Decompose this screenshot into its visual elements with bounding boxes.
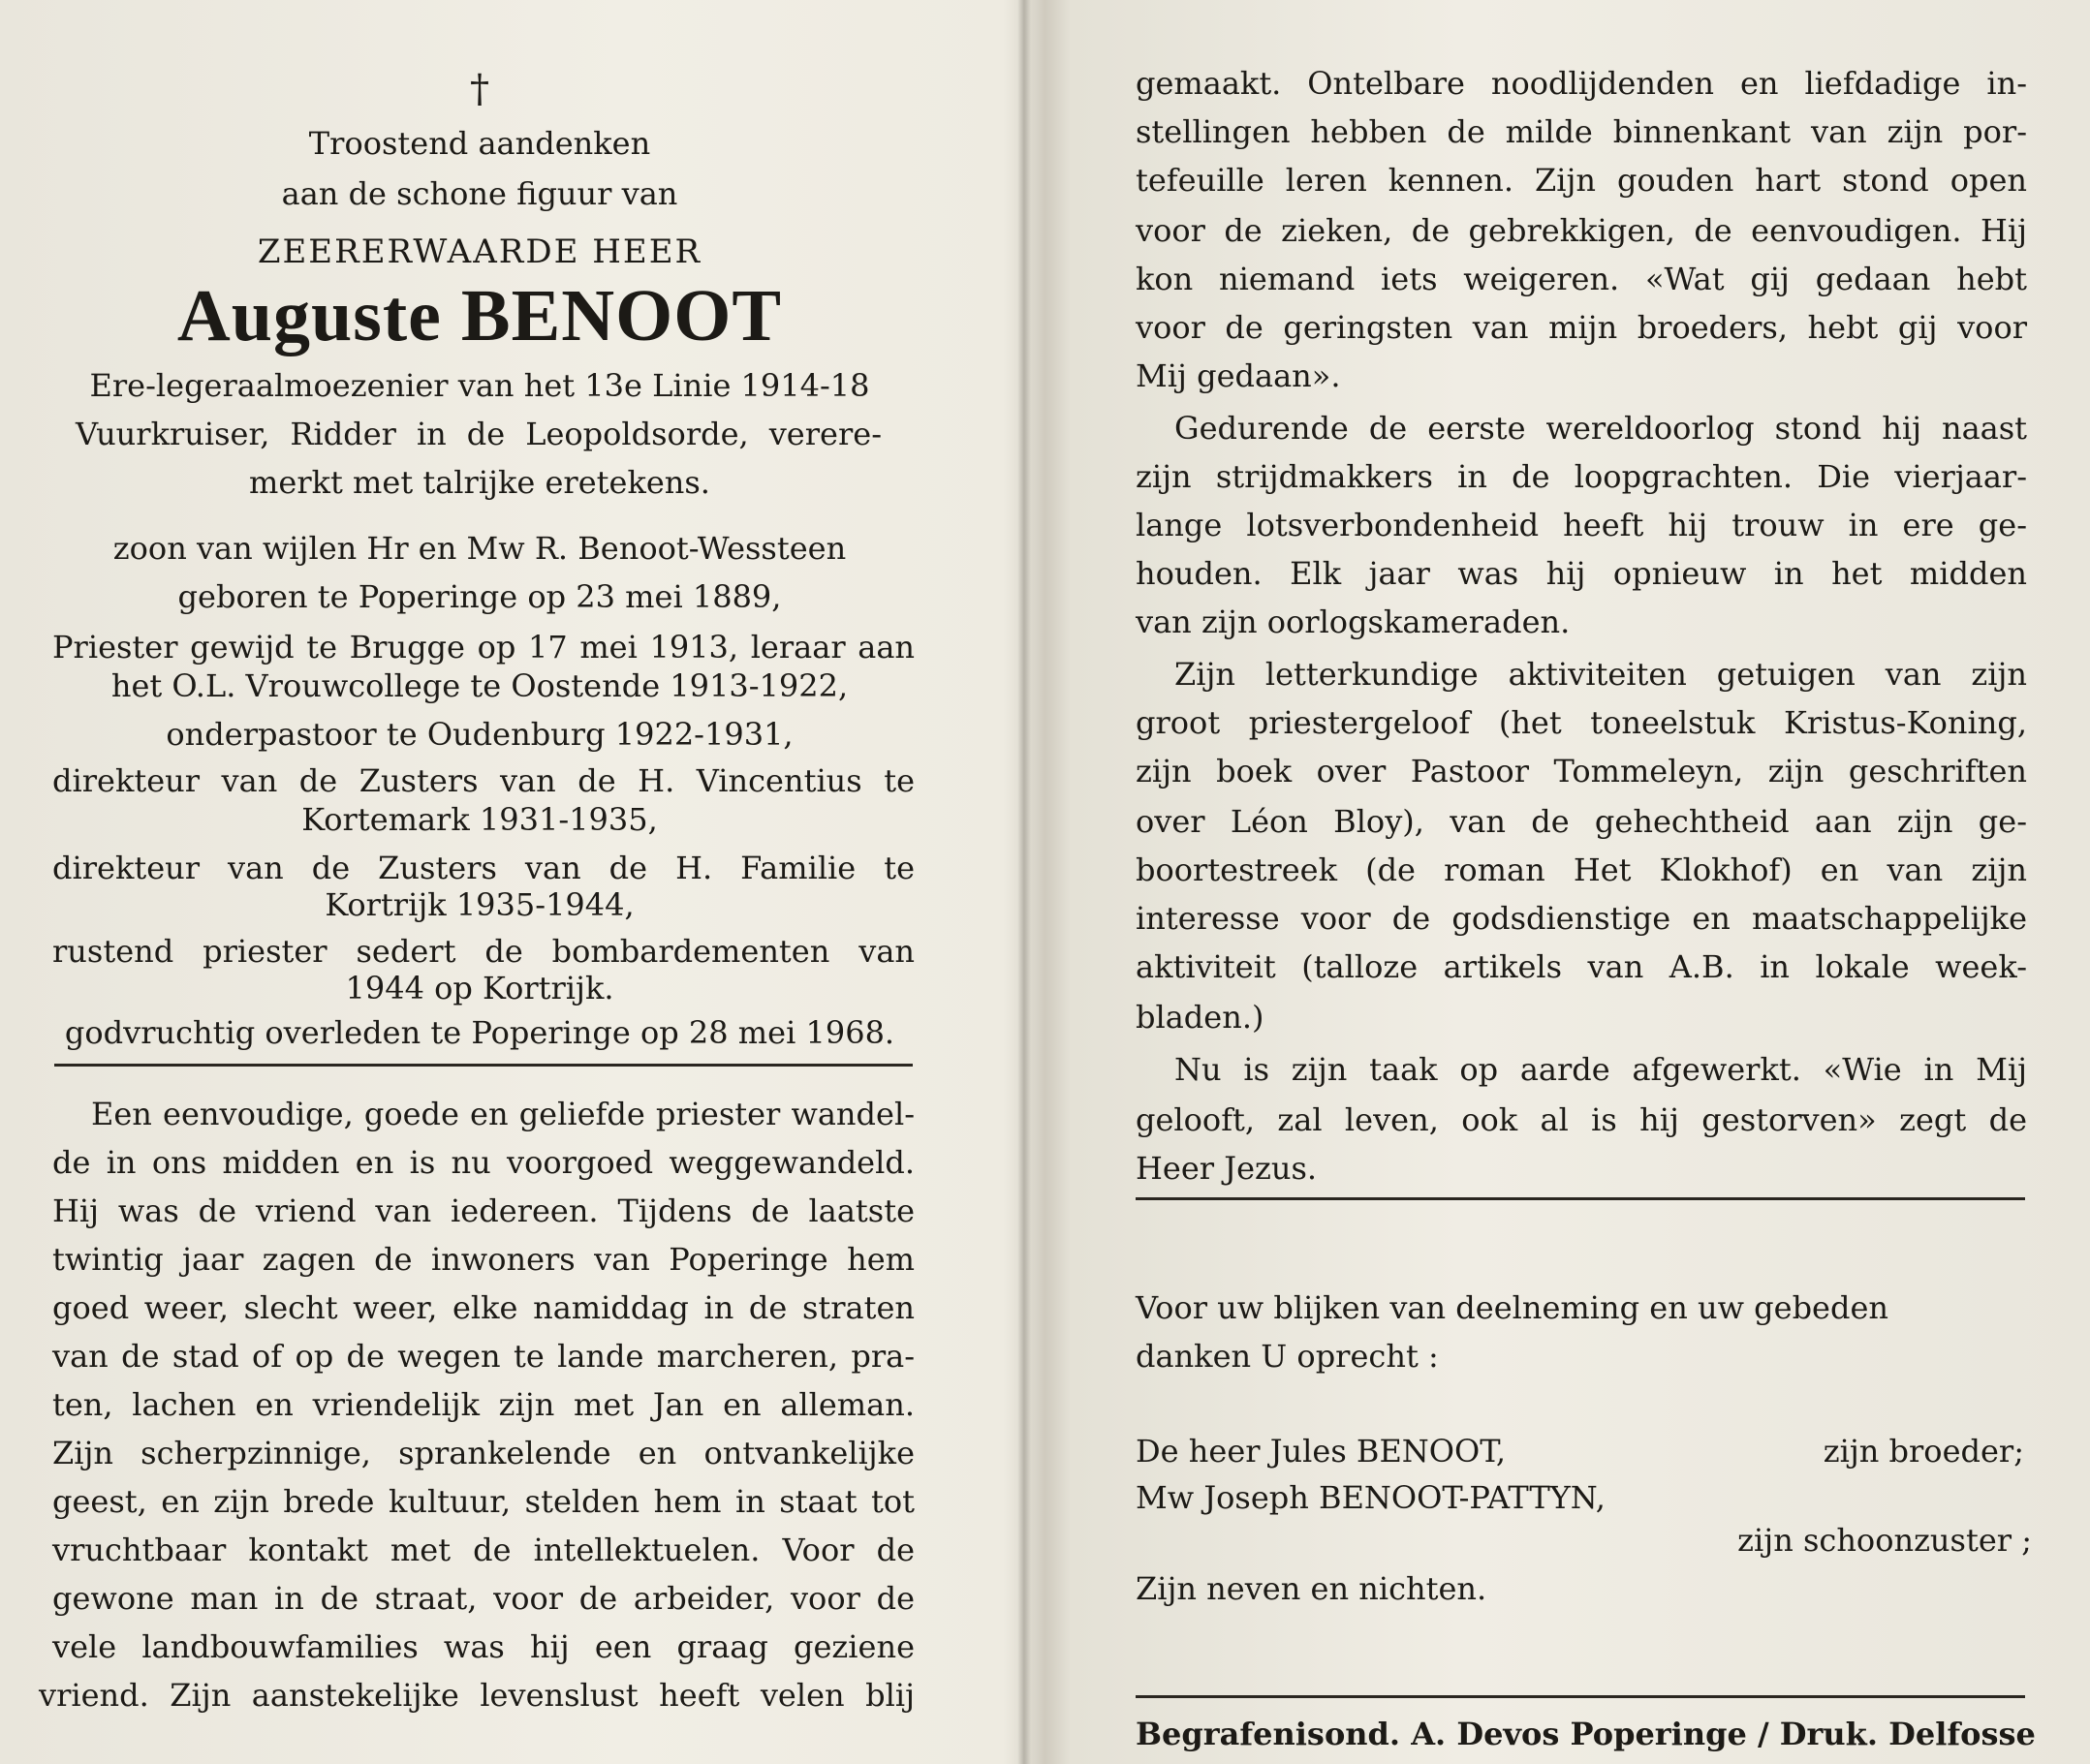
body-line: vriend. Zijn aanstekelijke levenslust heeft velen blij	[39, 1677, 915, 1714]
family-relation: zijn broeder;	[1823, 1433, 2024, 1470]
body-line: van de stad of op de wegen te lande marcheren, pra-	[52, 1338, 915, 1375]
body-line: gewone man in de straat, voor de arbeider, voor de	[52, 1580, 915, 1617]
body-line: geest, en zijn brede kultuur, stelden hem in staat tot	[52, 1483, 915, 1520]
body-line: twintig jaar zagen de inwoners van Poperinge hem	[52, 1241, 915, 1278]
body-line: voor de geringsten van mijn broeders, hebt gij voor	[1136, 309, 2027, 346]
bio-line: Vuurkruiser, Ridder in de Leopoldsorde, verere-	[76, 416, 882, 452]
body-line: Mij gedaan».	[1136, 357, 1341, 394]
right-panel	[1136, 0, 2036, 1764]
footer-rule	[1136, 1695, 2025, 1698]
family-name: Mw Joseph BENOOT-PATTYN,	[1136, 1479, 1606, 1516]
bio-line: onderpastoor te Oudenburg 1922-1931,	[166, 716, 794, 753]
body-line: kon niemand iets weigeren. «Wat gij gedaan hebt	[1136, 261, 2027, 297]
body-line: Hij was de vriend van iedereen. Tijdens de laatste	[52, 1192, 915, 1229]
bio-line: het O.L. Vrouwcollege te Oostende 1913-1922,	[110, 667, 849, 704]
family-name: Zijn neven en nichten.	[1136, 1570, 1487, 1607]
bio-line: direkteur van de Zusters van de H. Vincentius te	[52, 762, 915, 799]
body-line: gelooft, zal leven, ook al is hij gestorven» zegt de	[1136, 1101, 2027, 1138]
deceased-name: Auguste BENOOT	[176, 275, 783, 356]
bio-line: godvruchtig overleden te Poperinge op 28 mei 1968.	[64, 1014, 895, 1051]
body-line: Zijn scherpzinnige, sprankelende en ontvankelijke	[52, 1435, 915, 1471]
body-line: boortestreek (de roman Het Klokhof) en van zijn	[1136, 851, 2027, 888]
bio-line: direkteur van de Zusters van de H. Familie te	[52, 850, 915, 886]
body-line: zijn boek over Pastoor Tommeleyn, zijn geschriften	[1136, 753, 2027, 789]
bio-line: Kortemark 1931-1935,	[301, 801, 658, 838]
cross-symbol: †	[470, 67, 489, 111]
bio-line: zoon van wijlen Hr en Mw R. Benoot-Wessteen	[112, 530, 847, 567]
divider-rule	[1136, 1197, 2025, 1200]
header-line-1: Troostend aandenken	[308, 125, 651, 162]
body-line: de in ons midden en is nu voorgoed weggewandeld.	[52, 1144, 915, 1181]
body-line: van zijn oorlogskameraden.	[1136, 603, 1571, 640]
body-line: voor de zieken, de gebrekkigen, de eenvoudigen. Hij	[1136, 212, 2027, 249]
body-line: gemaakt. Ontelbare noodlijdenden en liefdadige in-	[1136, 65, 2027, 102]
bio-line: 1944 op Kortrijk.	[345, 970, 614, 1006]
bio-line: Kortrijk 1935-1944,	[325, 886, 635, 923]
body-line: tefeuille leren kennen. Zijn gouden hart stond open	[1136, 162, 2027, 199]
body-line: vele landbouwfamilies was hij een graag geziene	[52, 1628, 915, 1665]
family-relation: zijn schoonzuster ;	[1737, 1522, 2032, 1559]
body-line: Zijn letterkundige aktiviteiten getuigen van zijn	[1174, 656, 2027, 693]
body-line: Gedurende de eerste wereldoorlog stond hij naast	[1174, 410, 2027, 447]
thanks-line: Voor uw blijken van deelneming en uw gebeden	[1136, 1289, 1889, 1326]
body-line: zijn strijdmakkers in de loopgrachten. Die vierjaar-	[1136, 458, 2027, 495]
bio-line: Ere-legeraalmoezenier van het 13e Linie 1914-18	[89, 367, 870, 404]
thanks-line: danken U oprecht :	[1136, 1338, 1439, 1375]
honorific: ZEERERWAARDE HEER	[257, 232, 702, 271]
body-line: Een eenvoudige, goede en geliefde priester wandel-	[91, 1096, 915, 1132]
body-line: goed weer, slecht weer, elke namiddag in de straten	[52, 1289, 915, 1326]
bio-line: Priester gewijd te Brugge op 17 mei 1913, leraar aan	[52, 629, 915, 665]
body-line: bladen.)	[1136, 999, 1264, 1036]
bio-line: merkt met talrijke eretekens.	[249, 464, 710, 501]
body-line: Heer Jezus.	[1136, 1150, 1318, 1187]
card-fold	[1017, 0, 1031, 1764]
body-line: interesse voor de godsdienstige en maatschappelijke	[1136, 900, 2027, 937]
family-name: De heer Jules BENOOT,	[1136, 1433, 1507, 1470]
body-line: groot priestergeloof (het toneelstuk Kristus-Koning,	[1136, 704, 2027, 741]
bio-line: geboren te Poperinge op 23 mei 1889,	[177, 578, 782, 615]
body-line: lange lotsverbondenheid heeft hij trouw in ere ge-	[1136, 507, 2027, 543]
body-line: over Léon Bloy), van de gehechtheid aan zijn ge-	[1136, 803, 2027, 840]
left-panel	[39, 0, 920, 1764]
header-line-2: aan de schone figuur van	[281, 175, 678, 212]
printer-footer: Begrafenisond. A. Devos Poperinge / Druk. Delfosse	[1136, 1716, 2036, 1752]
bio-line: rustend priester sedert de bombardementen van	[52, 933, 915, 970]
body-line: ten, lachen en vriendelijk zijn met Jan en alleman.	[52, 1386, 915, 1423]
body-line: aktiviteit (talloze artikels van A.B. in lokale week-	[1136, 948, 2027, 985]
body-line: stellingen hebben de milde binnenkant van zijn por-	[1136, 113, 2027, 150]
body-line: Nu is zijn taak op aarde afgewerkt. «Wie in Mij	[1174, 1051, 2027, 1088]
body-line: houden. Elk jaar was hij opnieuw in het midden	[1136, 555, 2027, 592]
body-line: vruchtbaar kontakt met de intellektuelen. Voor de	[52, 1532, 915, 1568]
divider-rule	[54, 1064, 913, 1067]
